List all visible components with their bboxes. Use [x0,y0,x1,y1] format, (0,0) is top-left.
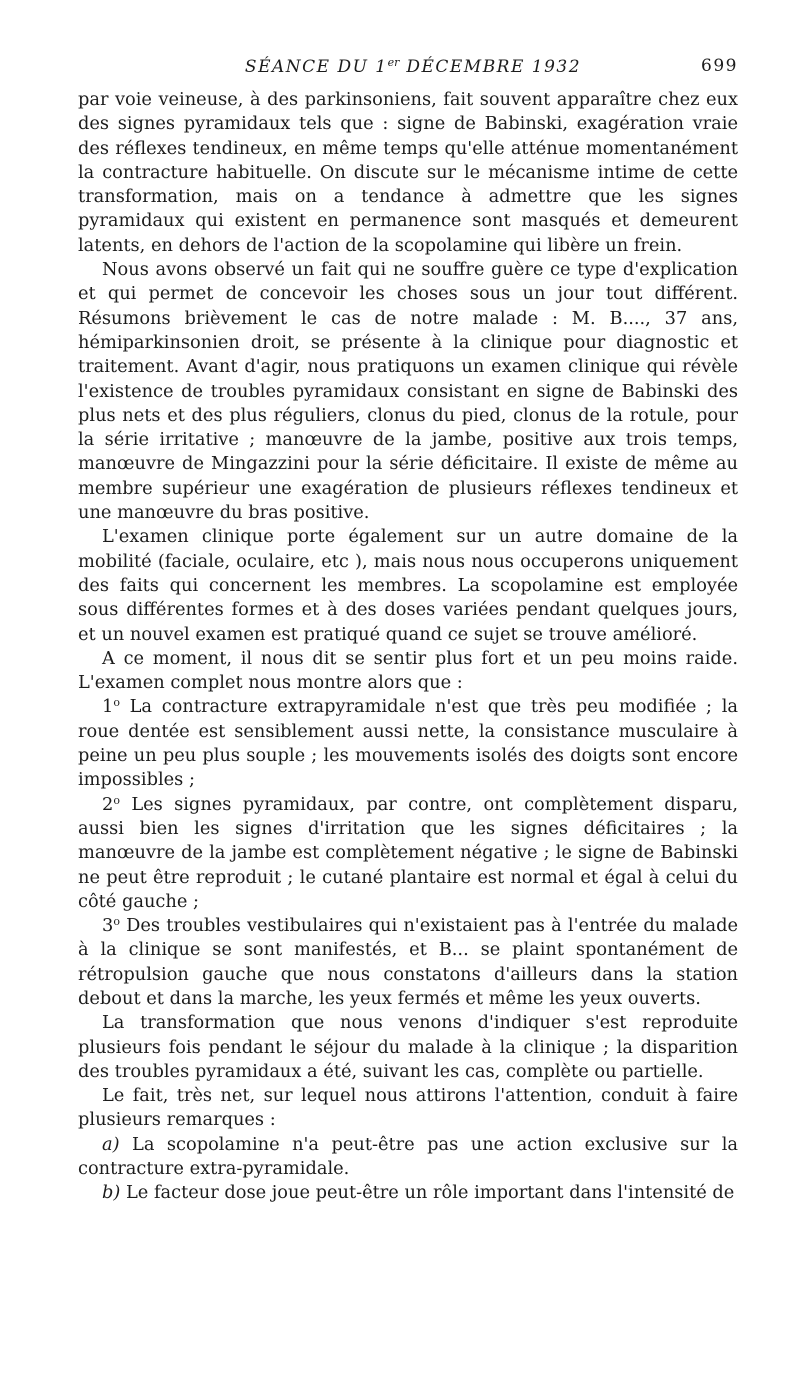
paragraph: Le fait, très net, sur lequel nous attirons l'attention, conduit à faire plusieurs remarques : [78,1085,738,1131]
body-text [78,88,738,1206]
paragraph: A ce moment, il nous dit se sentir plus fort et un peu moins raide. L'examen complet nous montre alors que : [78,647,738,694]
header-title: SÉANCE DU 1er DÉCEMBRE 1932 [244,56,582,77]
item-letter: b) [102,1182,121,1204]
list-item-a: a) La scopolamine n'a peut-être pas une action exclusive sur la contracture extra-pyramidale. [78,1133,738,1180]
list-item-b: b) Le facteur dose joue peut-être un rôle important dans l'intensité de [102,1182,735,1204]
item-letter: a) [102,1133,120,1155]
page-number: 699 [701,56,738,76]
paragraph: L'examen clinique porte également sur un autre domaine de la mobilité (faciale, oculaire, etc ), mais nous nous occuperons uniquement des faits qui concernent les membres. La scopolamine est employée sous différentes formes et à des doses variées pendant quelques jours, et un nouvel examen est pratiqué quand ce sujet se trouve amélioré. [78,526,738,645]
item-number: 1$^o$ [102,696,120,718]
paragraph: par voie veineuse, à des parkinsoniens, fait souvent apparaître chez eux des signes pyramidaux tels que : signe de Babinski, exagération vraie des réflexes tendineux, en même temps qu'elle atténue momentanément la contracture habituelle. On discute sur le mécanisme intime de cette transformation, mais on a tendance à admettre que les signes pyramidaux qui existent en permanence sont masqués et demeurent latents, en dehors de l'action de la scopolamine qui libère un frein. [78,89,738,256]
item-number: 2$^o$ [102,793,120,815]
paragraph: Nous avons observé un fait qui ne souffre guère ce type d'explication et qui permet de concevoir les choses sous un jour tout différent. Résumons brièvement le cas de notre malade : M. B...., 37 ans, hémiparkinsonien droit, se présente à la clinique pour diagnostic et traitement. Avant d'agir, nous pratiquons un examen clinique qui révèle l'existence de troubles pyramidaux consistant en signe de Babinski des plus nets et des plus réguliers, clonus du pied, clonus de la rotule, pour la série irritative ; manœuvre de la jambe, positive aux trois temps, manœuvre de Mingazzini pour la série déficitaire. Il existe de même au membre supérieur une exagération de plusieurs réflexes tendineux et une manœuvre du bras positive. [78,259,738,524]
list-item-2: 2$^o$ Les signes pyramidaux, par contre, ont complètement disparu, aussi bien les signes d'irritation que les signes déficitaires ; la manœuvre de la jambe est complètement négative ; le signe de Babinski ne peut être reproduit ; le cutané plantaire est normal et égal à celui du côté gauche ; [78,793,738,912]
list-item-1: 1$^o$ La contracture extrapyramidale n'est que très peu modifiée ; la roue dentée est sensiblement aussi nette, la consistance musculaire à peine un peu plus souple ; les mouvements isolés des doigts sont encore impossibles ; [78,696,738,791]
list-item-3: 3$^o$ Des troubles vestibulaires qui n'existaient pas à l'entrée du malade à la clinique se sont manifestés, et B... se plaint spontanément de rétropulsion gauche que nous constatons d'ailleurs dans la station debout et dans la marche, les yeux fermés et même les yeux ouverts. [78,915,739,1009]
item-number: 3$^o$ [102,915,120,937]
running-header [88,56,738,84]
paragraph: La transformation que nous venons d'indiquer s'est reproduite plusieurs fois pendant le séjour du malade à la clinique ; la disparition des troubles pyramidaux a été, suivant les cas, complète ou partielle. [78,1012,738,1082]
